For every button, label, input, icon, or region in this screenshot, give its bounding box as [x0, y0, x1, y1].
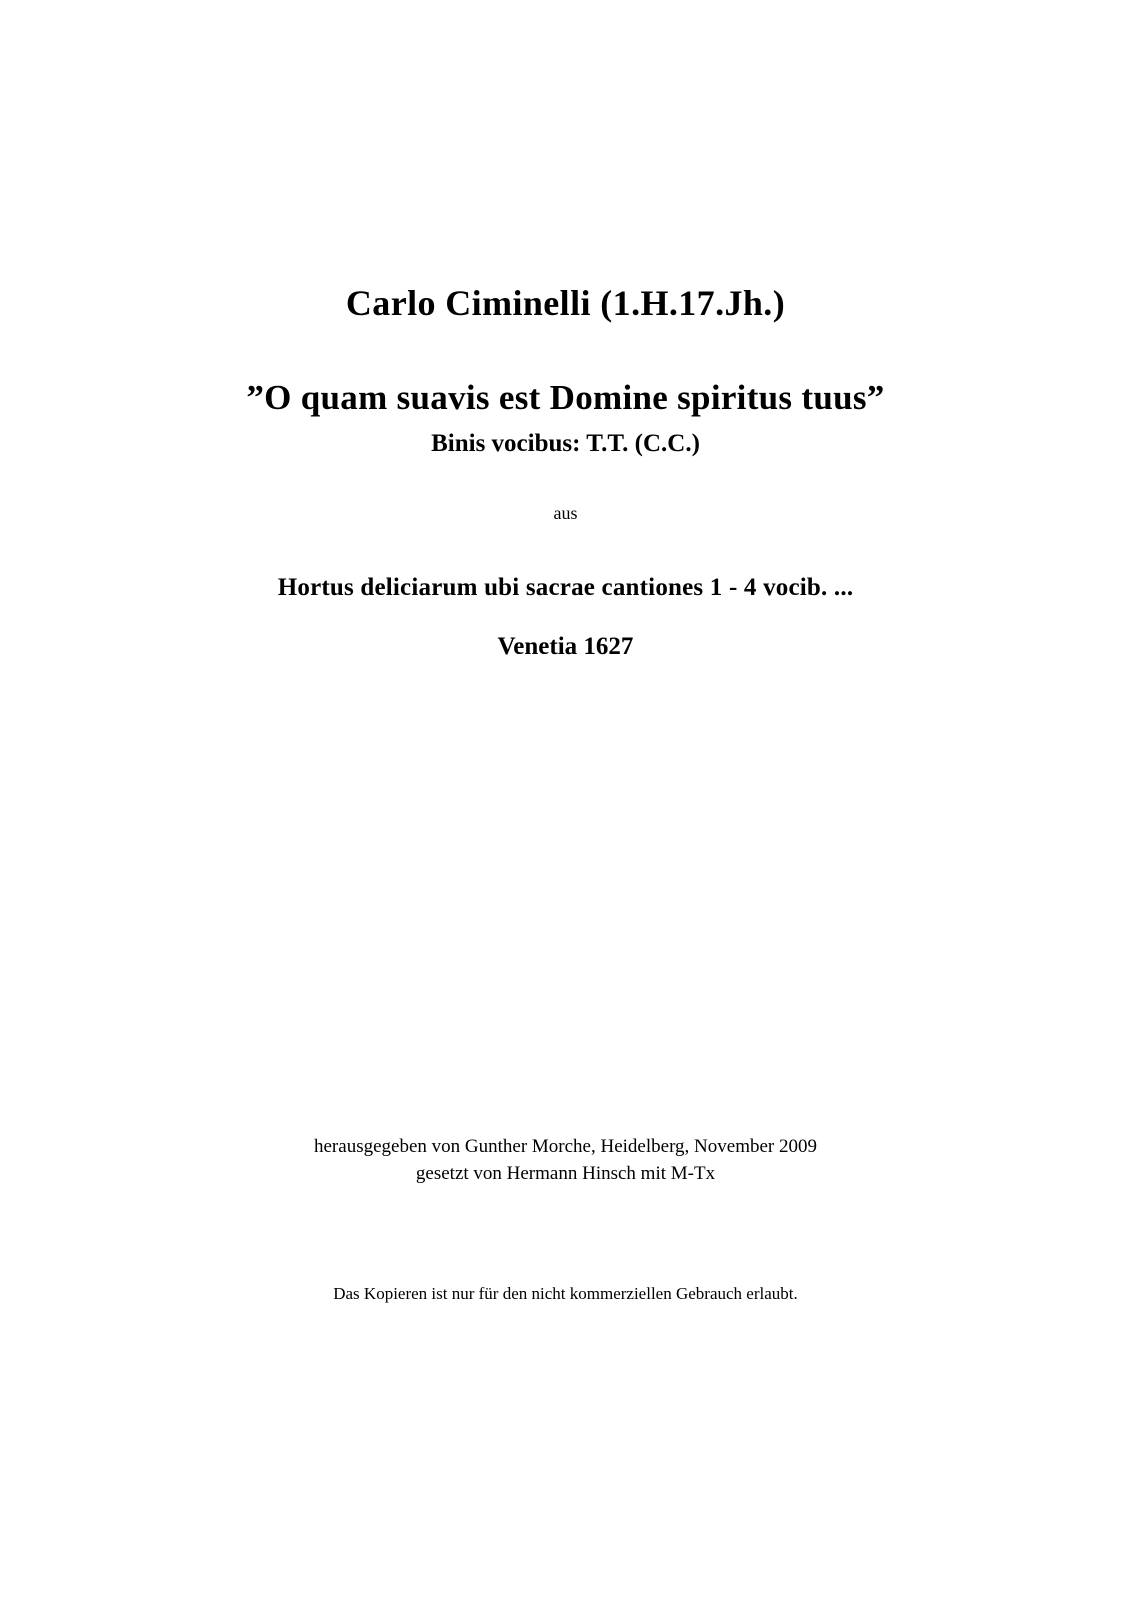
source-place-year: Venetia 1627	[497, 633, 634, 660]
work-title-heading: ”O quam suavis est Domine spiritus tuus”	[246, 378, 885, 417]
editor-line: herausgegeben von Gunther Morche, Heidelberg, November 2009	[314, 1136, 817, 1157]
source-title: Hortus deliciarum ubi sacrae cantiones 1 - 4 vocib. ...	[277, 574, 854, 601]
scoring-subtitle: Binis vocibus: T.T. (C.C.)	[431, 430, 700, 457]
composer-heading: Carlo Ciminelli (1.H.17.Jh.)	[345, 283, 786, 323]
typesetter-line: gesetzt von Hermann Hinsch mit M-Tx	[415, 1162, 716, 1184]
credits-block	[0, 1134, 1131, 1188]
copyright-notice: Das Kopieren ist nur für den nicht kommerziellen Gebrauch erlaubt.	[333, 1284, 798, 1303]
source-connector-label: aus	[553, 503, 578, 523]
